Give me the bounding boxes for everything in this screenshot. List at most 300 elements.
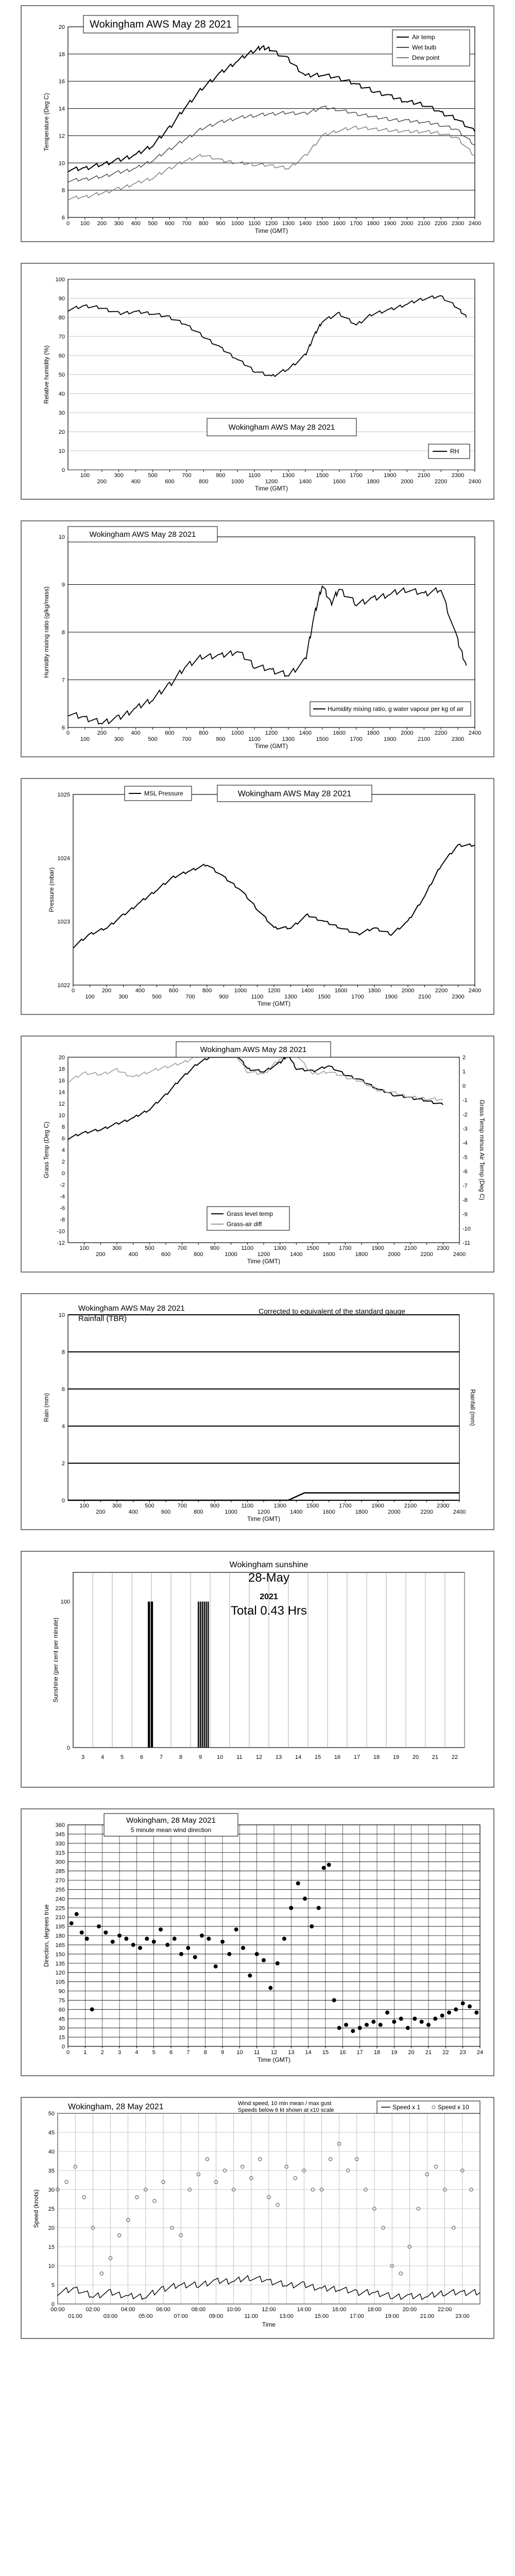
wind-direction-point	[117, 1934, 122, 1938]
wind-direction-chart	[22, 1809, 493, 2075]
x-tick-label: 900	[210, 1245, 220, 1251]
chart-title: Wokingham AWS May 28 2021	[78, 1304, 185, 1313]
x-tick-label: 700	[182, 736, 192, 742]
x-tick-label: 200	[96, 1251, 106, 1258]
x-tick-label: 700	[185, 994, 195, 1000]
x-tick-label: 2400	[468, 221, 482, 227]
x-tick-label: 11	[236, 1754, 243, 1760]
wind-direction-point	[413, 2016, 417, 2021]
x-tick-label: 1400	[290, 1251, 303, 1258]
y-tick-label: 9	[61, 582, 65, 588]
x-tick-label: 2100	[418, 472, 431, 479]
wind-direction-point	[433, 2016, 437, 2021]
x-tick-label: 600	[165, 730, 175, 736]
x-tick-label: 15	[322, 2049, 329, 2056]
y-tick-label: 1023	[57, 919, 70, 925]
x-tick-label: 2400	[468, 988, 482, 994]
x-tick-label: 1800	[355, 1251, 368, 1258]
grass-temp-chart	[22, 1037, 493, 1272]
y-tick-label: 6	[61, 1386, 65, 1393]
x-tick-label: 2200	[434, 479, 448, 485]
x-tick-label: 1400	[299, 479, 312, 485]
x-tick-label: 20	[408, 2049, 415, 2056]
x-tick-label: 0	[66, 221, 70, 227]
x-tick-label: 1100	[241, 1503, 254, 1509]
x-tick-label: 400	[128, 1509, 138, 1515]
x-tick-label: 1500	[316, 472, 329, 479]
x-tick-label: 200	[97, 479, 107, 485]
x-tick-label: 1700	[339, 1245, 352, 1251]
x-tick-label: 700	[182, 472, 192, 479]
x-tick-label: 2100	[418, 994, 431, 1000]
x-tick-label: 700	[182, 221, 192, 227]
wind-direction-point	[104, 1930, 108, 1935]
x-tick-label: 300	[118, 994, 128, 1000]
y-tick-label: 45	[58, 2016, 65, 2023]
x-tick-label: 1500	[318, 994, 331, 1000]
x-tick-label: 2400	[468, 730, 482, 736]
chart-title: Wokingham AWS May 28 2021	[237, 789, 352, 799]
x-tick-label: 1000	[231, 479, 244, 485]
x-tick-label: 10:00	[226, 2307, 241, 2313]
x-tick-label: 10	[216, 1754, 224, 1760]
x-tick-label: 15	[314, 1754, 321, 1760]
y2-tick-label: -7	[462, 1183, 468, 1190]
y-tick-label: 0	[51, 2301, 55, 2308]
y-tick-label: 40	[48, 2149, 55, 2155]
x-tick-label: 1900	[384, 221, 397, 227]
x-tick-label: 1000	[231, 730, 244, 736]
y-tick-label: 135	[55, 1960, 65, 1967]
x-tick-label: 12	[270, 2049, 278, 2056]
y-tick-label: 180	[55, 1933, 65, 1939]
y-tick-label: 300	[55, 1859, 65, 1866]
x-tick-label: 600	[161, 1509, 171, 1515]
y2-axis-label: Rainfall (mm)	[469, 1389, 476, 1426]
x-tick-label: 07:00	[174, 2313, 188, 2319]
x-tick-label: 19	[391, 2049, 398, 2056]
y-tick-label: 1024	[57, 855, 70, 862]
y-tick-label: 0	[61, 1498, 65, 1504]
y-tick-label: 60	[58, 353, 65, 359]
wind-direction-point	[200, 1934, 204, 1938]
wind-direction-point	[426, 2023, 431, 2027]
y-tick-label: 10	[58, 448, 65, 454]
x-tick-label: 5	[152, 2049, 156, 2056]
plot-area	[68, 1315, 459, 1500]
y2-axis-label: Grass Temp minus Air Temp (Deg C)	[478, 1099, 486, 1200]
y-tick-label: 2	[61, 1159, 65, 1165]
x-tick-label: 20	[412, 1754, 419, 1760]
x-tick-label: 500	[148, 736, 158, 742]
wind-direction-point	[248, 1974, 252, 1978]
x-tick-label: 21	[425, 2049, 432, 2056]
wind-direction-point	[379, 2023, 383, 2027]
plot-area	[73, 794, 475, 985]
wind-direction-point	[276, 1961, 280, 1965]
wind-direction-point	[159, 1927, 163, 1931]
wind-direction-point	[268, 1986, 272, 1990]
y-tick-label: 20	[58, 24, 65, 30]
x-tick-label: 2300	[451, 472, 465, 479]
x-tick-label: 1200	[267, 988, 281, 994]
wind-direction-point	[234, 1927, 238, 1931]
x-tick-label: 400	[128, 1251, 138, 1258]
x-tick-label: 900	[216, 736, 226, 742]
y-tick-label: 210	[55, 1914, 65, 1921]
y-tick-label: -8	[60, 1217, 65, 1223]
wind-direction-point	[179, 1952, 183, 1956]
y-tick-label: 4	[61, 1147, 65, 1154]
wind-direction-point	[262, 1958, 266, 1962]
y-tick-label: 30	[58, 410, 65, 416]
y-tick-label: -10	[57, 1228, 65, 1235]
x-tick-label: 1200	[265, 730, 278, 736]
y-tick-label: 345	[55, 1831, 65, 1838]
y-tick-label: 16	[58, 1078, 65, 1084]
x-tick-label: 10	[236, 2049, 243, 2056]
wind-direction-point	[468, 2004, 472, 2008]
temperature-chart	[22, 6, 493, 241]
x-tick-label: 100	[80, 472, 90, 479]
x-tick-label: 21	[432, 1754, 439, 1760]
x-tick-label: 1600	[333, 221, 346, 227]
x-tick-label: 3	[81, 1754, 85, 1760]
x-tick-label: 0	[66, 2049, 70, 2056]
x-tick-label: 1300	[282, 472, 295, 479]
wind-direction-point	[337, 2026, 341, 2030]
y2-tick-label: -10	[462, 1226, 471, 1232]
x-tick-label: 6	[140, 1754, 144, 1760]
x-tick-label: 200	[96, 1509, 106, 1515]
x-tick-label: 17	[353, 1754, 360, 1760]
x-tick-label: 1000	[225, 1251, 237, 1258]
y-tick-label: 120	[55, 1970, 65, 1976]
wind-direction-point	[90, 2007, 94, 2011]
x-tick-label: 14	[295, 1754, 302, 1760]
y-tick-label: -4	[60, 1194, 65, 1200]
x-tick-label: 600	[168, 988, 179, 994]
x-tick-label: 2200	[420, 1509, 433, 1515]
x-tick-label: 400	[131, 730, 141, 736]
y-tick-label: 10	[58, 160, 65, 167]
y-tick-label: 100	[55, 277, 65, 283]
x-axis-label: Time	[262, 2321, 276, 2328]
x-tick-label: 7	[159, 1754, 163, 1760]
x-tick-label: 2000	[401, 988, 415, 994]
wind-direction-point	[75, 1912, 79, 1916]
x-tick-label: 300	[114, 736, 124, 742]
y-tick-label: 4	[61, 1423, 65, 1430]
x-tick-label: 1800	[367, 479, 380, 485]
x-tick-label: 05:00	[139, 2313, 153, 2319]
chart-title: Wokingham, 28 May 2021	[68, 2103, 164, 2111]
x-tick-label: 100	[80, 221, 90, 227]
y-tick-label: 15	[58, 2035, 65, 2041]
x-tick-label: 0	[66, 730, 70, 736]
y-tick-label: 225	[55, 1905, 65, 1912]
x-tick-label: 1600	[333, 479, 346, 485]
wind-direction-point	[124, 1937, 128, 1941]
y-tick-label: 0	[61, 2044, 65, 2050]
x-tick-label: 200	[97, 221, 107, 227]
x-tick-label: 1	[83, 2049, 87, 2056]
x-tick-label: 2100	[418, 221, 431, 227]
y-tick-label: 8	[61, 630, 65, 636]
legend-label: Grass level temp	[227, 1210, 273, 1217]
x-tick-label: 11:00	[244, 2313, 259, 2319]
x-tick-label: 20:00	[402, 2307, 417, 2313]
y-tick-label: 16	[58, 78, 65, 85]
y-axis-label: Rain (mm)	[43, 1393, 50, 1422]
x-tick-label: 8	[203, 2049, 207, 2056]
y-tick-label: 18	[58, 51, 65, 58]
x-tick-label: 100	[80, 736, 90, 742]
y-tick-label: 20	[58, 1055, 65, 1061]
y-tick-label: 30	[58, 2025, 65, 2032]
x-tick-label: 800	[194, 1509, 203, 1515]
y-tick-label: -12	[57, 1240, 65, 1246]
x-tick-label: 1000	[225, 1509, 237, 1515]
x-tick-label: 15:00	[314, 2313, 329, 2319]
x-tick-label: 2000	[388, 1509, 401, 1515]
x-tick-label: 1500	[316, 221, 329, 227]
x-tick-label: 300	[112, 1245, 122, 1251]
x-tick-label: 1900	[371, 1503, 384, 1509]
x-tick-label: 1300	[273, 1245, 286, 1251]
x-tick-label: 22	[442, 2049, 449, 2056]
x-axis-label: Time (GMT)	[257, 2056, 291, 2063]
x-tick-label: 18	[373, 1754, 380, 1760]
x-tick-label: 16:00	[332, 2307, 347, 2313]
wind-direction-point	[131, 1943, 135, 1947]
y-tick-label: 270	[55, 1877, 65, 1884]
y2-tick-label: -3	[462, 1126, 468, 1132]
x-tick-label: 13	[288, 2049, 295, 2056]
x-axis-label: Time (GMT)	[257, 1000, 291, 1007]
rainfall-panel	[21, 1293, 494, 1530]
y-tick-label: 8	[61, 188, 65, 194]
x-tick-label: 22:00	[437, 2307, 452, 2313]
wind-direction-point	[392, 2020, 396, 2024]
wind-direction-point	[193, 1955, 197, 1959]
y-tick-label: 90	[58, 296, 65, 302]
x-tick-label: 1600	[333, 730, 346, 736]
x-axis-label: Time (GMT)	[254, 485, 288, 492]
grass-temp-panel	[21, 1036, 494, 1273]
y-tick-label: 45	[48, 2130, 55, 2136]
humidity-chart	[22, 264, 493, 499]
y2-tick-label: -9	[462, 1211, 468, 1218]
x-tick-label: 1700	[351, 994, 364, 1000]
wind-direction-point	[317, 1906, 321, 1910]
x-tick-label: 2200	[420, 1251, 433, 1258]
x-tick-label: 00:00	[50, 2307, 65, 2313]
y-tick-label: 10	[58, 534, 65, 540]
x-tick-label: 500	[145, 1503, 154, 1509]
y-tick-label: 360	[55, 1822, 65, 1828]
x-tick-label: 2300	[437, 1245, 450, 1251]
x-tick-label: 2400	[468, 479, 482, 485]
wind-direction-point	[186, 1946, 190, 1950]
x-tick-label: 2300	[451, 221, 465, 227]
y-tick-label: 1022	[57, 982, 70, 989]
chart-title: Wokingham AWS May 28 2021	[90, 19, 232, 30]
x-tick-label: 2000	[388, 1251, 401, 1258]
y-tick-label: 255	[55, 1887, 65, 1893]
y-tick-label: 240	[55, 1896, 65, 1903]
y-tick-label: 8	[61, 1124, 65, 1130]
y2-tick-label: -1	[462, 1097, 468, 1104]
x-tick-label: 300	[114, 472, 124, 479]
x-tick-label: 03:00	[103, 2313, 118, 2319]
wind-direction-point	[111, 1940, 115, 1944]
chart-note: Speeds below 6 kt shown at x10 scale	[238, 2107, 334, 2113]
wind-direction-point	[385, 2010, 389, 2014]
x-tick-label: 1600	[322, 1251, 335, 1258]
legend-label: Grass-air diff	[227, 1221, 262, 1228]
x-tick-label: 2	[100, 2049, 104, 2056]
y-tick-label: 5	[51, 2282, 55, 2289]
total-label: Total 0.43 Hrs	[230, 1604, 307, 1618]
wind-direction-point	[371, 2020, 375, 2024]
wind-direction-point	[327, 1863, 331, 1867]
wind-direction-point	[97, 1924, 101, 1928]
x-tick-label: 19:00	[385, 2313, 399, 2319]
y-tick-label: 105	[55, 1979, 65, 1986]
x-tick-label: 2000	[401, 479, 414, 485]
y-tick-label: 12	[58, 133, 65, 140]
x-tick-label: 600	[161, 1251, 171, 1258]
y-tick-label: 18	[58, 1066, 65, 1073]
x-tick-label: 400	[131, 479, 141, 485]
x-tick-label: 12:00	[262, 2307, 276, 2313]
x-tick-label: 100	[79, 1503, 89, 1509]
x-tick-label: 1100	[251, 994, 264, 1000]
y-axis-label: Speed (knots)	[32, 2189, 40, 2228]
wind-direction-point	[351, 2029, 355, 2033]
y-tick-label: 285	[55, 1868, 65, 1875]
chart-title: Wokingham AWS May 28 2021	[89, 530, 196, 539]
x-tick-label: 900	[210, 1503, 220, 1509]
y-tick-label: 14	[58, 106, 65, 112]
x-tick-label: 1400	[299, 730, 312, 736]
x-tick-label: 1200	[265, 479, 278, 485]
x-tick-label: 600	[165, 221, 175, 227]
y-tick-label: 10	[58, 1312, 65, 1318]
y-tick-label: 100	[60, 1599, 70, 1605]
x-tick-label: 21:00	[420, 2313, 435, 2319]
x-tick-label: 800	[194, 1251, 203, 1258]
x-tick-label: 1700	[339, 1503, 352, 1509]
x-tick-label: 18:00	[367, 2307, 382, 2313]
x-tick-label: 1900	[385, 994, 398, 1000]
wind-direction-point	[289, 1906, 293, 1910]
x-axis-label: Time (GMT)	[247, 1515, 281, 1522]
legend-label: Humidity mixing ratio, g water vapour per kg of air	[328, 705, 464, 713]
x-tick-label: 5	[120, 1754, 124, 1760]
wind-direction-point	[332, 1998, 336, 2002]
wind-direction-point	[282, 1937, 286, 1941]
y-tick-label: 50	[58, 372, 65, 378]
y2-tick-label: -6	[462, 1168, 468, 1175]
x-tick-label: 2400	[453, 1251, 466, 1258]
y-axis-label: Pressure (mbar)	[48, 867, 55, 912]
x-tick-label: 1200	[257, 1509, 270, 1515]
x-tick-label: 19	[392, 1754, 400, 1760]
x-tick-label: 2200	[435, 988, 448, 994]
wind-direction-point	[296, 1882, 300, 1886]
wind-direction-point	[358, 2026, 362, 2030]
chart-subtitle: Wind speed, 10 min mean / max gust	[238, 2100, 332, 2107]
y-tick-label: 315	[55, 1850, 65, 1856]
y-tick-label: 80	[58, 315, 65, 321]
x-tick-label: 09:00	[209, 2313, 224, 2319]
x-tick-label: 22	[451, 1754, 458, 1760]
x-tick-label: 1000	[231, 221, 244, 227]
x-tick-label: 200	[101, 988, 112, 994]
legend-label: MSL Pressure	[144, 790, 183, 797]
y-tick-label: 60	[58, 2007, 65, 2013]
x-tick-label: 2000	[401, 730, 414, 736]
x-tick-label: 8	[179, 1754, 183, 1760]
x-tick-label: 800	[202, 988, 212, 994]
y2-tick-label: -5	[462, 1154, 468, 1161]
y-tick-label: 1025	[57, 792, 70, 798]
wind-direction-point	[214, 1964, 218, 1969]
x-tick-label: 2100	[418, 736, 431, 742]
wind-direction-point	[241, 1946, 245, 1950]
humidity-panel	[21, 263, 494, 500]
x-tick-label: 600	[165, 479, 175, 485]
x-tick-label: 17:00	[350, 2313, 364, 2319]
x-tick-label: 1500	[306, 1245, 319, 1251]
y2-tick-label: 2	[462, 1055, 466, 1061]
wind-direction-panel	[21, 1808, 494, 2076]
legend-label: Speed x 1	[392, 2104, 421, 2111]
x-tick-label: 04:00	[121, 2307, 135, 2313]
x-tick-label: 2000	[401, 221, 414, 227]
x-tick-label: 1300	[273, 1503, 286, 1509]
y-tick-label: 150	[55, 1951, 65, 1958]
y-tick-label: 70	[58, 334, 65, 340]
x-tick-label: 1600	[334, 988, 348, 994]
x-tick-label: 12	[255, 1754, 263, 1760]
x-tick-label: 14:00	[297, 2307, 312, 2313]
x-tick-label: 1700	[350, 472, 363, 479]
wind-direction-point	[85, 1937, 89, 1941]
y-tick-label: 90	[58, 1988, 65, 1995]
y-tick-label: 10	[48, 2263, 55, 2269]
x-tick-label: 2300	[437, 1503, 450, 1509]
x-tick-label: 08:00	[191, 2307, 206, 2313]
x-tick-label: 9	[220, 2049, 225, 2056]
wind-direction-point	[399, 2016, 403, 2021]
x-tick-label: 1700	[350, 736, 363, 742]
wind-direction-point	[80, 1930, 84, 1935]
x-tick-label: 24	[476, 2049, 484, 2056]
wind-direction-point	[303, 1896, 307, 1901]
wind-direction-point	[152, 1940, 156, 1944]
legend-label: RH	[450, 448, 459, 455]
y-tick-label: 6	[61, 215, 65, 221]
pressure-chart	[22, 779, 493, 1014]
x-tick-label: 13	[275, 1754, 282, 1760]
wind-speed-chart	[22, 2098, 493, 2338]
x-tick-label: 1100	[248, 472, 261, 479]
y-tick-label: 10	[58, 1112, 65, 1119]
sunshine-chart	[22, 1552, 493, 1787]
